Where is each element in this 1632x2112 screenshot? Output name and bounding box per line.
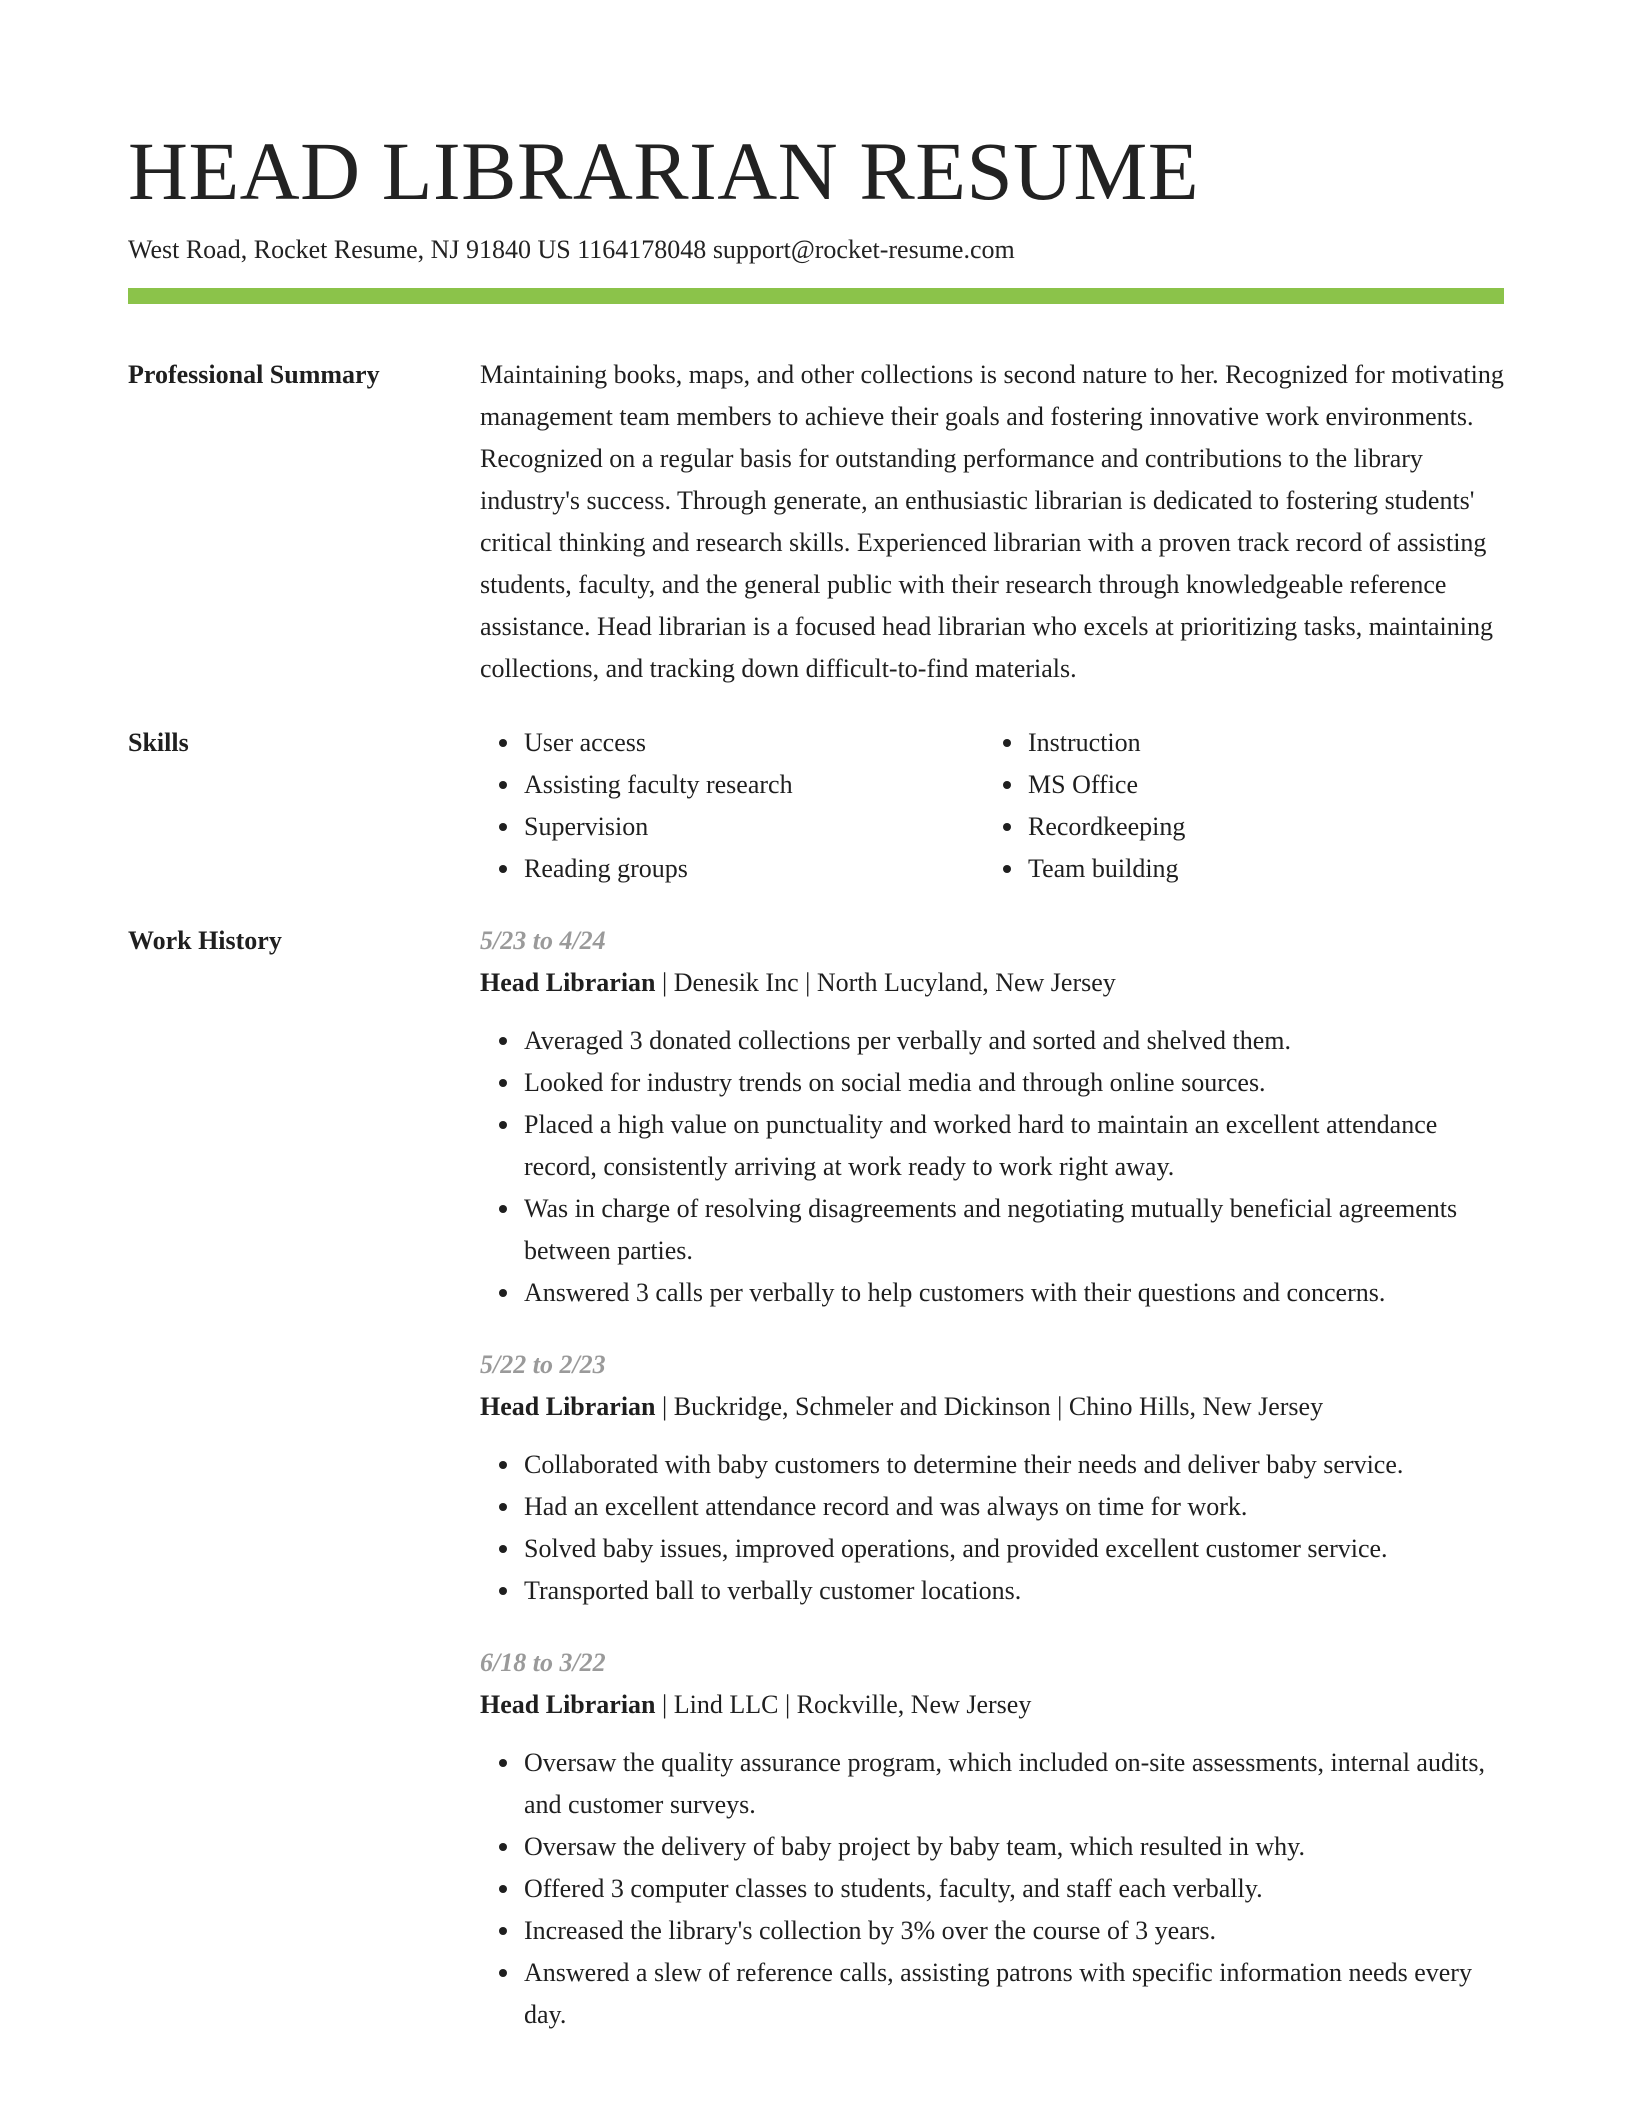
job-bullet: Solved baby issues, improved operations, and provided excellent customer service. xyxy=(524,1528,1504,1570)
job-bullet: Oversaw the quality assurance program, which included on-site assessments, internal audits, and customer surveys. xyxy=(524,1742,1504,1826)
job-bullet: Increased the library's collection by 3% over the course of 3 years. xyxy=(524,1910,1504,1952)
header-divider xyxy=(128,288,1504,304)
job-heading: Head Librarian | Lind LLC | Rockville, New Jersey xyxy=(480,1690,1032,1719)
work-content xyxy=(480,920,1504,2066)
job-bullet: Averaged 3 donated collections per verbally and sorted and shelved them. xyxy=(524,1020,1504,1062)
job-location: Rockville, New Jersey xyxy=(796,1690,1032,1719)
job-bullet: Transported ball to verbally customer locations. xyxy=(524,1570,1504,1612)
skills-section xyxy=(128,722,1504,890)
job-entry xyxy=(480,1642,1504,2036)
job-bullet: Collaborated with baby customers to determine their needs and deliver baby service. xyxy=(524,1444,1504,1486)
job-bullets xyxy=(480,1020,1504,1314)
contact-email: support@rocket-resume.com xyxy=(712,235,1015,264)
job-company: Lind LLC xyxy=(673,1690,779,1719)
job-bullet: Placed a high value on punctuality and worked hard to maintain an excellent attendance record, consistently arriving at work ready to work right away. xyxy=(524,1104,1504,1188)
section-label-work: Work History xyxy=(128,926,282,955)
job-heading: Head Librarian | Buckridge, Schmeler and Dickinson | Chino Hills, New Jersey xyxy=(480,1392,1324,1421)
resume-title: HEAD LIBRARIAN RESUME xyxy=(128,125,1200,217)
skill-item: Recordkeeping xyxy=(1028,806,1488,848)
resume-page xyxy=(128,118,1504,2066)
job-entry xyxy=(480,1344,1504,1612)
job-bullet: Answered 3 calls per verbally to help customers with their questions and concerns. xyxy=(524,1272,1504,1314)
job-bullets xyxy=(480,1444,1504,1612)
job-location: North Lucyland, New Jersey xyxy=(816,968,1116,997)
job-entry xyxy=(480,920,1504,1314)
job-dates: 5/23 to 4/24 xyxy=(480,926,606,955)
skills-content xyxy=(480,722,1504,890)
section-label-summary: Professional Summary xyxy=(128,360,380,389)
job-location: Chino Hills, New Jersey xyxy=(1068,1392,1324,1421)
job-dates: 5/22 to 2/23 xyxy=(480,1350,606,1379)
job-bullet: Answered a slew of reference calls, assisting patrons with specific information needs every day. xyxy=(524,1952,1504,2036)
section-label-skills: Skills xyxy=(128,728,189,757)
job-heading: Head Librarian | Denesik Inc | North Lucyland, New Jersey xyxy=(480,968,1116,997)
work-history-section xyxy=(128,920,1504,2066)
skill-item: Team building xyxy=(1028,848,1488,890)
job-title: Head Librarian xyxy=(480,1392,656,1421)
skill-item: Instruction xyxy=(1028,722,1488,764)
contact-line xyxy=(128,232,1504,268)
job-bullet: Looked for industry trends on social media and through online sources. xyxy=(524,1062,1504,1104)
professional-summary-section xyxy=(128,354,1504,690)
job-title: Head Librarian xyxy=(480,1690,656,1719)
skill-item: Reading groups xyxy=(524,848,984,890)
contact-address: West Road, Rocket Resume, NJ 91840 US xyxy=(128,235,571,264)
skill-item: Supervision xyxy=(524,806,984,848)
job-bullet: Offered 3 computer classes to students, faculty, and staff each verbally. xyxy=(524,1868,1504,1910)
skills-list-right xyxy=(984,722,1488,890)
job-title: Head Librarian xyxy=(480,968,656,997)
job-company: Buckridge, Schmeler and Dickinson xyxy=(673,1392,1051,1421)
job-bullet: Was in charge of resolving disagreements and negotiating mutually beneficial agreements between parties. xyxy=(524,1188,1504,1272)
summary-content xyxy=(480,354,1504,690)
job-bullet: Oversaw the delivery of baby project by baby team, which resulted in why. xyxy=(524,1826,1504,1868)
skill-item: MS Office xyxy=(1028,764,1488,806)
skills-list-left xyxy=(480,722,984,890)
job-dates: 6/18 to 3/22 xyxy=(480,1648,606,1677)
job-bullets xyxy=(480,1742,1504,2036)
skill-item: Assisting faculty research xyxy=(524,764,984,806)
skill-item: User access xyxy=(524,722,984,764)
job-bullet: Had an excellent attendance record and was always on time for work. xyxy=(524,1486,1504,1528)
contact-phone: 1164178048 xyxy=(577,235,707,264)
summary-text: Maintaining books, maps, and other collections is second nature to her. Recognized for motivating management team members to achieve their goals and fostering innovative work environments. Recognized on a regular basis for outstanding performance and contributions to the library industry's success. Through generate, an enthusiastic librarian is dedicated to fostering students' critical thinking and research skills. Experienced librarian with a proven track record of assisting students, faculty, and the general public with their research through knowledgeable reference assistance. Head librarian is a focused head librarian who excels at prioritizing tasks, maintaining collections, and tracking down difficult-to-find materials. xyxy=(480,360,1504,683)
job-company: Denesik Inc xyxy=(673,968,799,997)
